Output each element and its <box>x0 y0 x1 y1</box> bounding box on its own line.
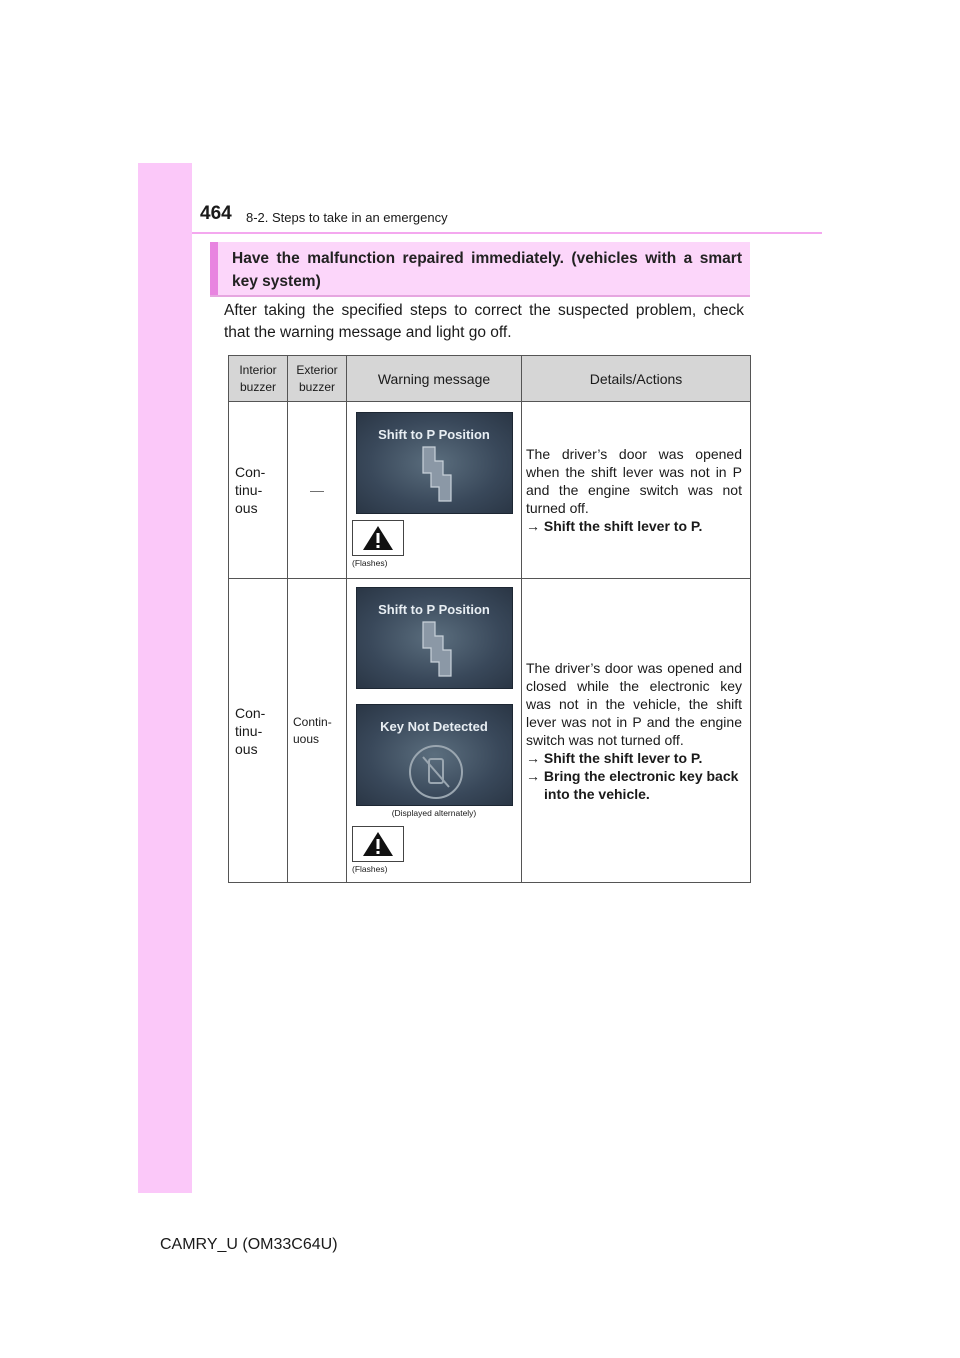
warning-message-cell <box>347 579 522 883</box>
interior-buzzer-text: Con- tinu- ous <box>235 704 266 757</box>
exterior-buzzer-cell <box>288 579 347 883</box>
screen-title: Key Not Detected <box>380 719 488 734</box>
no-key-icon <box>409 745 463 799</box>
interior-buzzer-cell <box>229 402 288 579</box>
warning-triangle-icon <box>352 826 404 862</box>
header-details-actions: Details/Actions <box>522 356 751 402</box>
table-row <box>229 402 751 579</box>
intro-paragraph: After taking the specified steps to correct the suspected problem, check that the warning message and light go off. <box>224 302 744 341</box>
header-exterior-buzzer: Exterior buzzer <box>288 356 347 402</box>
details-text: The driver’s door was opened and closed while the electronic key was not in the vehicle, the shift lever was not in P and the engine switch was not turned off. <box>526 659 742 748</box>
action-item: → Shift the shift lever to P. <box>526 518 703 534</box>
table-header-row <box>229 356 751 402</box>
alternately-caption: (Displayed alternately) <box>391 808 477 818</box>
shift-to-p-screen <box>356 412 513 514</box>
exterior-buzzer-cell: — <box>288 402 347 579</box>
interior-buzzer-text: Con- tinu- ous <box>235 464 266 516</box>
shift-gate-icon <box>417 618 453 682</box>
header-rule <box>192 232 822 234</box>
chapter-title: 8-2. Steps to take in an emergency <box>246 210 448 225</box>
details-text: The driver’s door was opened when the shift lever was not in P and the engine switch was not turned off. <box>526 446 742 516</box>
warning-message-cell <box>347 402 522 579</box>
shift-to-p-screen <box>356 587 513 689</box>
warning-triangle-icon <box>352 520 404 556</box>
screen-title: Shift to P Position <box>378 602 490 617</box>
interior-buzzer-cell <box>229 579 288 883</box>
key-not-detected-screen <box>356 704 513 806</box>
screen-title: Shift to P Position <box>378 427 490 442</box>
flashes-caption: (Flashes) <box>352 864 388 874</box>
footer-model: CAMRY_U (OM33C64U) <box>160 1236 338 1253</box>
action-item: → Shift the shift lever to P. <box>526 749 703 766</box>
shift-gate-icon <box>417 443 453 507</box>
section-heading: Have the malfunction repaired immediately. (vehicles with a smart key system) <box>210 242 750 295</box>
details-cell <box>522 579 751 883</box>
action-item: → Bring the electronic key back into the vehicle. <box>526 767 739 802</box>
details-cell <box>522 402 751 579</box>
section-rule <box>210 295 750 297</box>
flashes-caption: (Flashes) <box>352 558 388 568</box>
pink-sidebar <box>138 163 192 1193</box>
warning-table <box>228 355 751 883</box>
exterior-buzzer-text: Contin- uous <box>293 714 332 746</box>
table-row <box>229 579 751 883</box>
page-number: 464 <box>200 203 232 224</box>
header-interior-buzzer: Interior buzzer <box>229 356 288 402</box>
header-warning-message: Warning message <box>347 356 522 402</box>
